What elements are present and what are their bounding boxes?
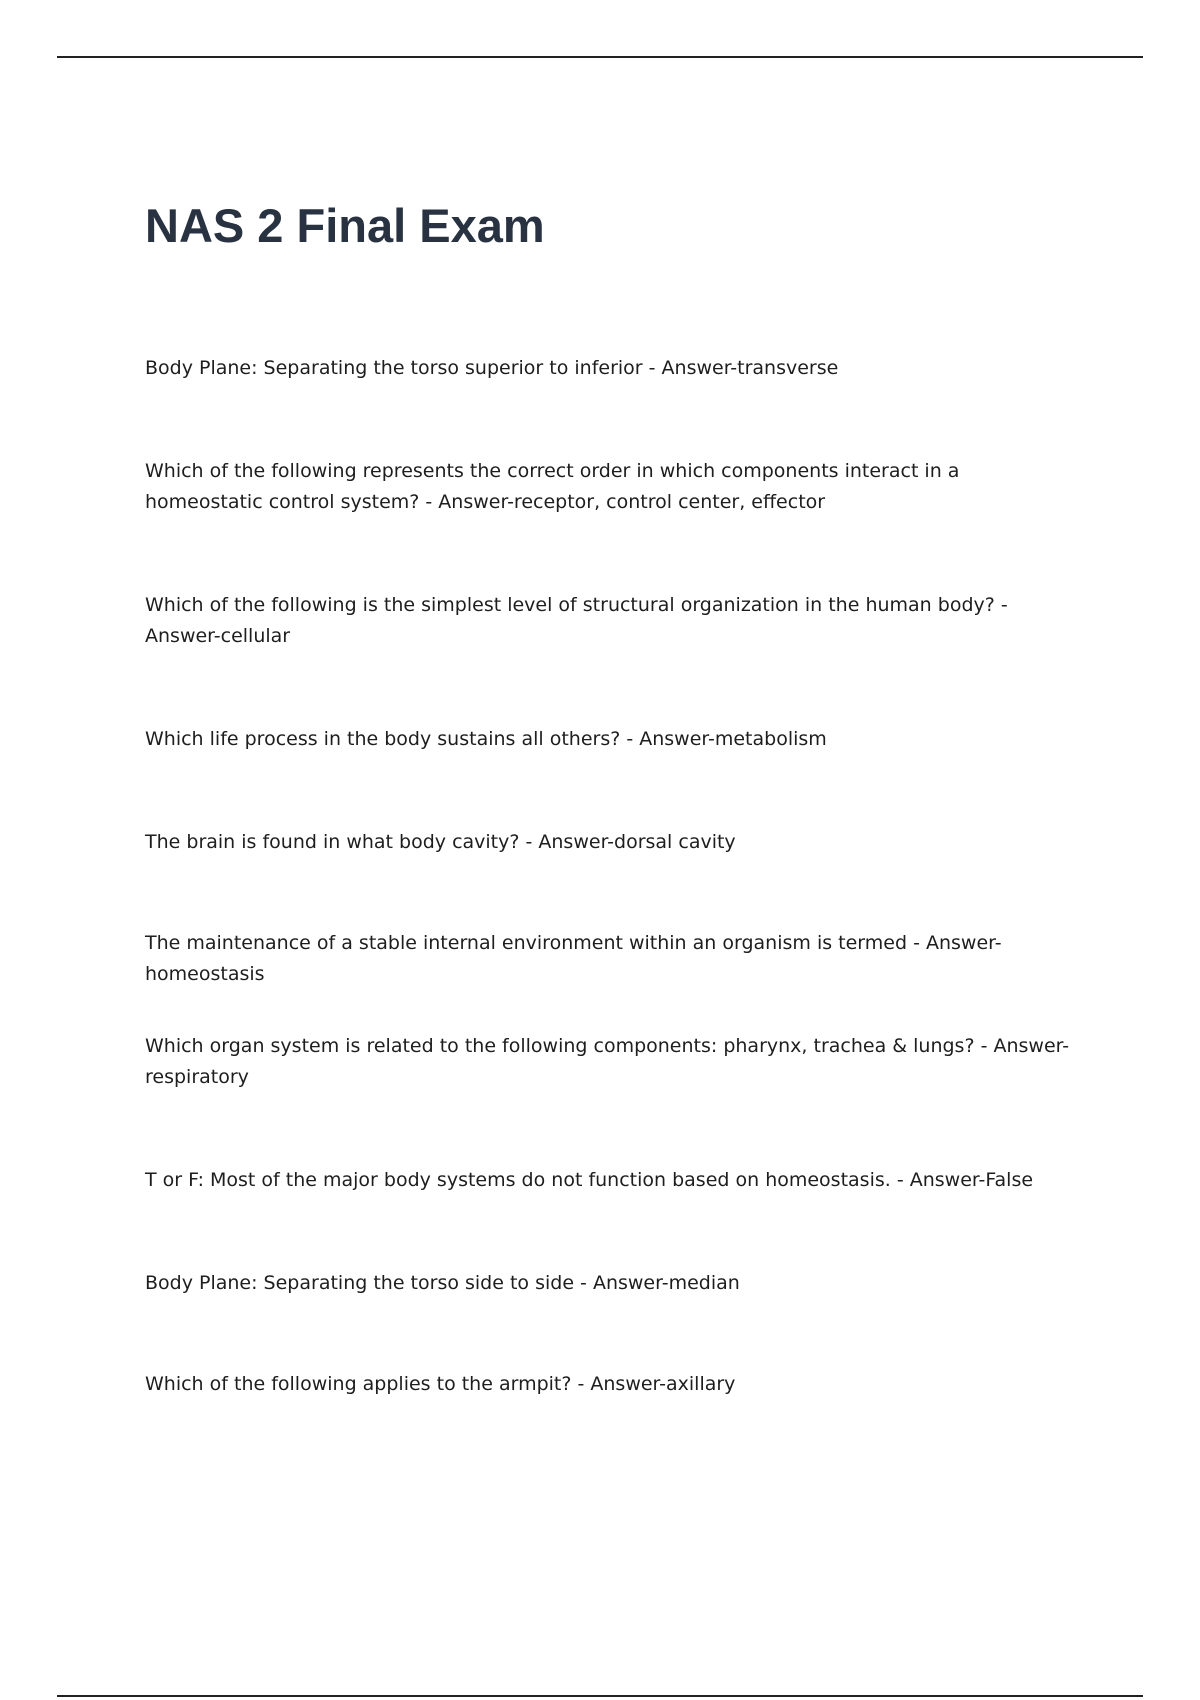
qa-item: Which of the following represents the correct order in which components interact in a homeostatic control system? - Answer-receptor, control center, effector (145, 460, 960, 513)
qa-item: Which of the following is the simplest level of structural organization in the human body? - Answer-cellular (145, 594, 1008, 647)
qa-item: Body Plane: Separating the torso superior to inferior - Answer-transverse (145, 357, 839, 379)
page-title: NAS 2 Final Exam (145, 199, 545, 252)
qa-item: T or F: Most of the major body systems do not function based on homeostasis. - Answer-False (145, 1169, 1034, 1191)
top-rule (57, 56, 1143, 58)
bottom-rule (57, 1695, 1143, 1697)
qa-item: The brain is found in what body cavity? - Answer-dorsal cavity (145, 831, 736, 853)
qa-item: The maintenance of a stable internal environment within an organism is termed - Answer-homeostasis (145, 932, 1002, 985)
qa-item: Which of the following applies to the armpit? - Answer-axillary (145, 1373, 736, 1395)
qa-item: Which life process in the body sustains all others? - Answer-metabolism (145, 728, 827, 750)
qa-item: Which organ system is related to the following components: pharynx, trachea & lungs? - Answer-respiratory (145, 1035, 1070, 1088)
qa-item: Body Plane: Separating the torso side to side - Answer-median (145, 1272, 740, 1294)
